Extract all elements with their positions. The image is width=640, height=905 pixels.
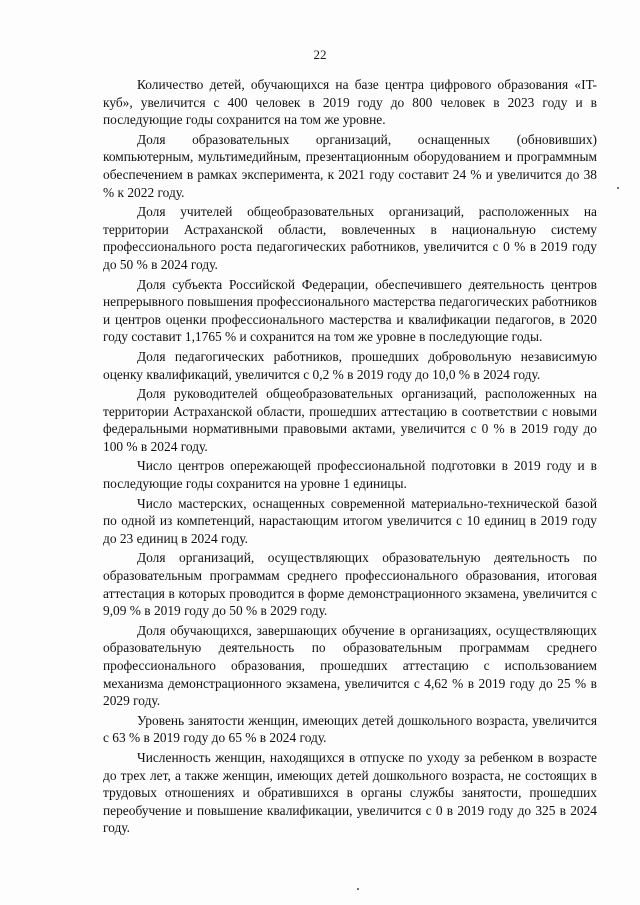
document-body — [103, 76, 597, 839]
paragraph-heads-attestation: Доля руководителей общеобразовательных организаций, расположенных на территории Астраханской области, прошедших аттестацию в соответствии с новыми федеральными нормативными правовыми актами, увеличится с 0 % в 2019 году до 100 % в 2024 году. — [103, 386, 597, 454]
page-number: 22 — [313, 47, 327, 62]
paragraph-demo-exam-students: Доля обучающихся, завершающих обучение в организациях, осуществляющих образовательную деятельность по образовательным программам среднего профессионального образования, прошедших аттестацию с использованием механизма демонстрационного экзамена, увеличится с 4,62 % в 2019 году до 25 % в 2029 году. — [103, 622, 597, 709]
scan-speck — [357, 888, 359, 890]
paragraph-women-employment: Уровень занятости женщин, имеющих детей дошкольного возраста, увеличится с 63 % в 2019 году до 65 % в 2024 году. — [103, 712, 597, 746]
paragraph-equipped-organizations: Доля образовательных организаций, оснащенных (обновивших) компьютерным, мультимедийным, презентационным оборудованием и программным обеспечением в рамках эксперимента, к 2021 году составит 24 % и увеличится до 38 % к 2022 году. — [103, 131, 597, 200]
paragraph-federation-subject-centers: Доля субъекта Российской Федерации, обеспечившего деятельность центров непрерывного повышения профессионального мастерства педагогических работников и центров оценки профессионального мастерства и квалификации педагогов, в 2020 году составит 1,1765 % и сохранится на том же уровне в последующие годы. — [103, 276, 597, 345]
paragraph-women-retraining: Численность женщин, находящихся в отпуске по уходу за ребенком в возрасте до трех лет, а также женщин, имеющих детей дошкольного возраста, не состоящих в трудовых отношениях и обратившихся в органы службы занятости, прошедших переобучение и повышение квалификации, увеличится с 0 в 2019 году до 325 в 2024 году. — [103, 749, 597, 836]
paragraph-it-cube: Количество детей, обучающихся на базе центра цифрового образования «IT-куб», увеличится с 400 человек в 2019 году до 800 человек в 2023 году и в последующие годы сохранится на том же уровне. — [103, 77, 597, 128]
paragraph-independent-assessment: Доля педагогических работников, прошедших добровольную независимую оценку квалификаций, увеличится с 0,2 % в 2019 году до 10,0 % в 2024 году. — [103, 348, 597, 382]
scan-speck — [617, 187, 619, 189]
paragraph-demo-exam-organizations: Доля организаций, осуществляющих образовательную деятельность по образовательным программам среднего профессионального образования, итоговая аттестация в которых проводится в форме демонстрационного экзамена, увеличится с 9,09 % в 2019 году до 50 % в 2029 году. — [103, 550, 597, 619]
paragraph-workshops: Число мастерских, оснащенных современной материально-технической базой по одной из компетенций, нарастающим итогом увеличится с 10 единиц в 2019 году до 23 единиц в 2024 году. — [103, 495, 597, 546]
paragraph-teachers-growth-system: Доля учителей общеобразовательных организаций, расположенных на территории Астраханской области, вовлеченных в национальную систему профессионального роста педагогических работников, увеличится с 0 % в 2019 году до 50 % в 2024 году. — [103, 204, 597, 272]
paragraph-advanced-training-centers: Число центров опережающей профессиональной подготовки в 2019 году и в последующие годы сохранится на уровне 1 единицы. — [103, 458, 597, 492]
